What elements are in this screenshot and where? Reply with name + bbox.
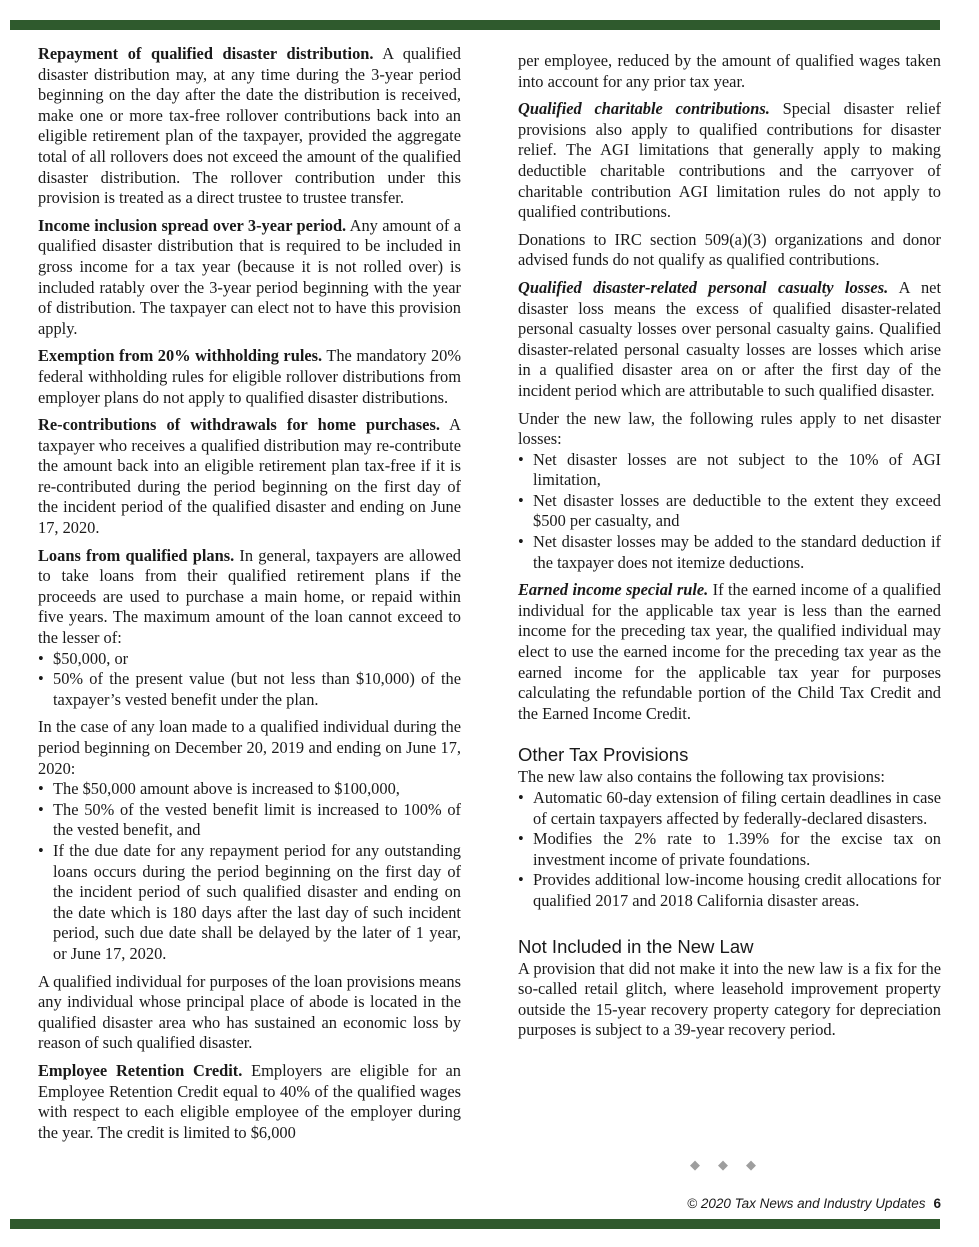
text-employee-retention: Employers are eligible for an Employee Retention Credit equal to 40% of the qualified wages with respect to each eligible employee of the employer during the year. The credit is limited to $6,000 bbox=[38, 1060, 461, 1142]
heading-casualty: Qualified disaster-related personal casualty losses. bbox=[518, 277, 889, 297]
heading-employee-retention: Employee Retention Credit. bbox=[38, 1060, 243, 1080]
right-column bbox=[518, 51, 941, 1048]
paragraph-withholding bbox=[38, 346, 461, 408]
paragraph-donations: Donations to IRC section 509(a)(3) organizations and donor advised funds do not qualify as qualified contributions. bbox=[518, 229, 941, 270]
net-loss-list bbox=[518, 450, 941, 574]
other-provisions-list bbox=[518, 788, 941, 912]
left-column bbox=[38, 44, 461, 1150]
diamond-icon: ◆ bbox=[718, 1158, 728, 1173]
loan-limit-list bbox=[38, 649, 461, 711]
text-withholding: The mandatory 20% federal withholding rules for eligible rollover distributions from employer plans do not apply to qualified disaster distributions. bbox=[38, 346, 461, 407]
paragraph-employee-retention-continued: per employee, reduced by the amount of qualified wages taken into account for any prior tax year. bbox=[518, 51, 941, 91]
top-rule bbox=[10, 20, 940, 30]
paragraph-net-rules: Under the new law, the following rules apply to net disaster losses: bbox=[518, 408, 941, 449]
loan-case-list bbox=[38, 779, 461, 964]
section-title-other-provisions: Other Tax Provisions bbox=[518, 744, 689, 766]
text-recontributions: A taxpayer who receives a qualified distribution may re-contribute the amount back into an eligible retirement plan tax-free if it is re-contributed during the period beginning on the first day of the incident period of the qualified disaster and ending on June 17, 2020. bbox=[38, 415, 461, 538]
page-footer bbox=[687, 1196, 941, 1211]
paragraph-qualified-individual: A qualified individual for purposes of the loan provisions means any individual whose principal place of abode is located in the qualified disaster area who has sustained an economic loss by reason of such qualified disaster. bbox=[38, 971, 461, 1053]
text-casualty: A net disaster loss means the excess of qualified disaster-related personal casualty losses over personal casualty gains. Qualified disaster-related personal casualty losses are losses which arise in a qualified disaster area on or after the first day of the incident period which are attributable to such qualified disaster. bbox=[518, 277, 941, 400]
text-loans: In general, taxpayers are allowed to take loans from their qualified retirement plans if the proceeds are used to purchase a main home, or repaid within five years. The maximum amount of the loan cannot exceed to the lesser of: bbox=[38, 545, 461, 648]
paragraph-recontributions bbox=[38, 415, 461, 539]
paragraph-employee-retention bbox=[38, 1061, 461, 1143]
text-repayment: A qualified disaster distribution may, at any time during the 3-year period beginning on the day after the date the distribution is received, make one or more tax-free rollover contributions back into an eligible retirement plan of the taxpayer, provided the aggregate total of all rollovers does not exceed the amount of the qualified disaster distribution. The rollover contribution under this provision is treated as a direct trustee to trustee transfer. bbox=[38, 44, 461, 208]
paragraph-charitable bbox=[518, 99, 941, 223]
heading-loans: Loans from qualified plans. bbox=[38, 545, 235, 565]
page-number: 6 bbox=[933, 1196, 941, 1211]
footer-copyright: © 2020 Tax News and Industry Updates bbox=[687, 1196, 926, 1211]
diamond-icon: ◆ bbox=[690, 1158, 700, 1173]
paragraph-casualty bbox=[518, 278, 941, 402]
list-item: • $50,000, or bbox=[38, 649, 461, 670]
list-item: • Net disaster losses are not subject to the 10% of AGI limitation, bbox=[518, 450, 941, 491]
list-item: • The 50% of the vested benefit limit is increased to 100% of the vested benefit, and bbox=[38, 800, 461, 841]
paragraph-repayment bbox=[38, 44, 461, 209]
heading-charitable: Qualified charitable contributions. bbox=[518, 99, 770, 119]
list-item: • 50% of the present value (but not less than $10,000) of the taxpayer’s vested benefit under the plan. bbox=[38, 669, 461, 710]
bottom-rule bbox=[10, 1219, 940, 1229]
paragraph-other-provisions: The new law also contains the following tax provisions: bbox=[518, 767, 885, 787]
heading-recontributions: Re-contributions of withdrawals for home purchases. bbox=[38, 415, 440, 435]
heading-withholding: Exemption from 20% withholding rules. bbox=[38, 346, 323, 366]
heading-income-inclusion: Income inclusion spread over 3-year period. bbox=[38, 215, 347, 235]
list-item: • Modifies the 2% rate to 1.39% for the excise tax on investment income of private foundations. bbox=[518, 829, 941, 870]
list-item: • Automatic 60-day extension of filing certain deadlines in case of certain taxpayers affected by federally-declared disasters. bbox=[518, 788, 941, 829]
text-income-inclusion: Any amount of a qualified disaster distribution that is required to be included in gross income for a tax year (because it is not rolled over) is included ratably over the 3-year period beginning with the year of distribution. The taxpayer can elect not to have this provision apply. bbox=[38, 215, 461, 338]
paragraph-income-inclusion bbox=[38, 216, 461, 340]
paragraph-not-included: A provision that did not make it into the new law is a fix for the so-called retail glitch, where leasehold improvement property outside the 15-year recovery property category for depreciation purposes is subject to a 39-year recovery period. bbox=[518, 958, 941, 1040]
list-item: • The $50,000 amount above is increased to $100,000, bbox=[38, 779, 461, 800]
text-charitable: Special disaster relief provisions also apply to qualified contributions for disaster relief. The AGI limitations that generally apply to making deductible charitable contributions and the carryover of charitable contribution AGI limitation rules do not apply to qualified contributions. bbox=[518, 99, 941, 222]
paragraph-loans bbox=[38, 546, 461, 649]
list-item: • Provides additional low-income housing credit allocations for qualified 2017 and 2018 California disaster areas. bbox=[518, 870, 941, 911]
diamond-icon: ◆ bbox=[746, 1158, 756, 1173]
heading-earned-income: Earned income special rule. bbox=[518, 580, 709, 600]
text-earned-income: If the earned income of a qualified individual for the applicable tax year is less than the earned income for the preceding tax year, the qualified individual may elect to use the earned income for the preceding tax year as the earned income for the applicable tax year for purposes calculating the refundable portion of the Child Tax Credit and the Earned Income Credit. bbox=[518, 580, 941, 723]
paragraph-earned-income bbox=[518, 580, 941, 724]
list-item: • If the due date for any repayment period for any outstanding loans occurs during the period beginning on the first day of the incident period of such qualified disaster and ending on the date which is 180 days after the last day of such incident period, such due date shall be delayed by the later of 1 year, or June 17, 2020. bbox=[38, 841, 461, 965]
list-item: • Net disaster losses may be added to the standard deduction if the taxpayer does not itemize deductions. bbox=[518, 532, 941, 573]
list-item: • Net disaster losses are deductible to the extent they exceed $500 per casualty, and bbox=[518, 491, 941, 532]
paragraph-loan-case: In the case of any loan made to a qualified individual during the period beginning on December 20, 2019 and ending on June 17, 2020: bbox=[38, 717, 461, 778]
section-end-ornament bbox=[690, 1158, 774, 1173]
section-title-not-included: Not Included in the New Law bbox=[518, 935, 754, 957]
heading-repayment: Repayment of qualified disaster distribution. bbox=[38, 44, 374, 63]
